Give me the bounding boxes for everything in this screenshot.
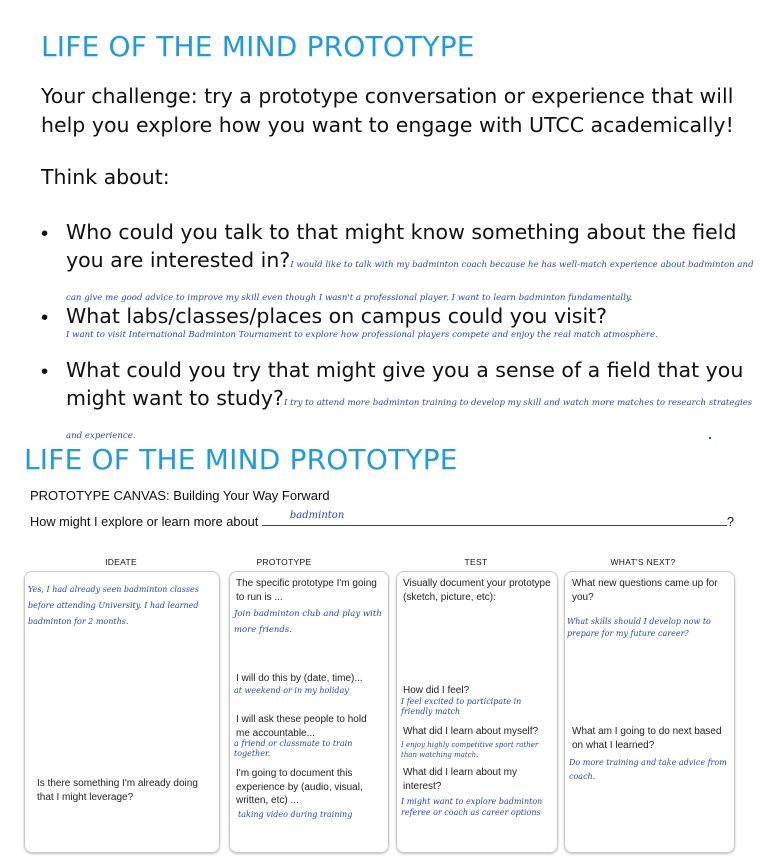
bullet-dot: • bbox=[41, 306, 49, 329]
test-prompt-1: Visually document your prototype (sketch, picture, etc): bbox=[403, 578, 551, 603]
explore-suffix: ? bbox=[726, 514, 735, 529]
test-prompt-3: What did I learn about myself? bbox=[403, 726, 539, 737]
bullet-question-2: What labs/classes/places on campus could you visit? bbox=[66, 304, 608, 328]
bullet-question-1: Who could you talk to that might know something about the field you are interested in? bbox=[66, 220, 737, 272]
prototype-answer-2: at weekend or in my holiday bbox=[234, 686, 349, 695]
bullet-answer-3: I try to attend more badminton training to develop my skill and watch more matches to research strategies and experience. bbox=[66, 398, 753, 441]
next-prompt-1: What new questions came up for you? bbox=[572, 578, 718, 603]
explore-question bbox=[30, 510, 745, 529]
test-prompt-4: What did I learn about my interest? bbox=[403, 767, 517, 792]
next-answer-2: Do more training and take advice from coach. bbox=[569, 758, 727, 781]
column-header-prototype: PROTOTYPE bbox=[256, 557, 312, 567]
explore-prefix: How might I explore or learn more about bbox=[30, 514, 259, 529]
stray-ink-dot bbox=[709, 437, 711, 439]
column-header-test: TEST bbox=[464, 557, 488, 567]
prototype-prompt-1: The specific prototype I'm going to run is ... bbox=[236, 578, 377, 603]
page1-title: LIFE OF THE MIND PROTOTYPE bbox=[41, 30, 475, 63]
whats-next-box bbox=[564, 571, 735, 853]
test-answer-3: I enjoy highly competitive sport rather than watching match. bbox=[401, 741, 539, 759]
prototype-answer-4: taking video during training bbox=[238, 810, 353, 819]
page2-title: LIFE OF THE MIND PROTOTYPE bbox=[24, 443, 458, 476]
test-prompt-2: How did I feel? bbox=[403, 685, 470, 696]
test-answer-4: I might want to explore badminton referee or coach as career options bbox=[401, 797, 543, 817]
think-about-label: Think about: bbox=[41, 165, 170, 189]
bullet-dot: • bbox=[41, 360, 49, 383]
ideate-prompt: Is there something I'm already doing that I might leverage? bbox=[37, 778, 198, 803]
test-answer-2: I feel excited to participate in friendly match bbox=[401, 697, 522, 716]
next-answer-1: What skills should I develop now to prepare for my future career? bbox=[567, 617, 711, 638]
explore-answer-line bbox=[262, 510, 727, 526]
next-prompt-2: What am I going to do next based on what I learned? bbox=[572, 726, 722, 751]
bullet-answer-2: I want to visit International Badminton Tournament to explore how professional players compete and enjoy the real match atmosphere. bbox=[66, 330, 658, 340]
prototype-prompt-2: I will do this by (date, time)... bbox=[236, 673, 363, 684]
bullet-item-3 bbox=[66, 356, 756, 450]
prototype-answer-3: a friend or classmate to train together. bbox=[234, 739, 353, 758]
prototype-answer-1: Join badminton club and play with more friends. bbox=[234, 609, 382, 635]
ideate-answer: Yes, I had already seen badminton classes before attending University. I had learned badminton for 2 months. bbox=[28, 585, 199, 626]
bullet-dot: • bbox=[41, 222, 49, 245]
explore-answer: badminton bbox=[289, 510, 345, 521]
column-header-ideate: IDEATE bbox=[105, 557, 137, 567]
bullet-question-3: What could you try that might give you a sense of a field that you might want to study? bbox=[66, 358, 744, 410]
prototype-prompt-3: I will ask these people to hold me accountable... bbox=[236, 714, 367, 739]
bullet-item-2 bbox=[66, 302, 756, 341]
bullet-item-1 bbox=[66, 218, 756, 312]
challenge-text: Your challenge: try a prototype conversation or experience that will help you explore how you want to engage with UTCC academically! bbox=[41, 84, 734, 137]
column-header-whats-next: WHAT'S NEXT? bbox=[610, 557, 676, 567]
bullet-answer-1: I would like to talk with my badminton coach because he has well-match experience about badminton and can give me good advice to improve my skill even though I wasn't a professional player, I want to learn badminton fundamentally. bbox=[66, 260, 754, 303]
prototype-prompt-4: I'm going to document this experience by (audio, visual, written, etc) ... bbox=[236, 768, 363, 806]
canvas-subtitle: PROTOTYPE CANVAS: Building Your Way Forward bbox=[30, 488, 330, 503]
